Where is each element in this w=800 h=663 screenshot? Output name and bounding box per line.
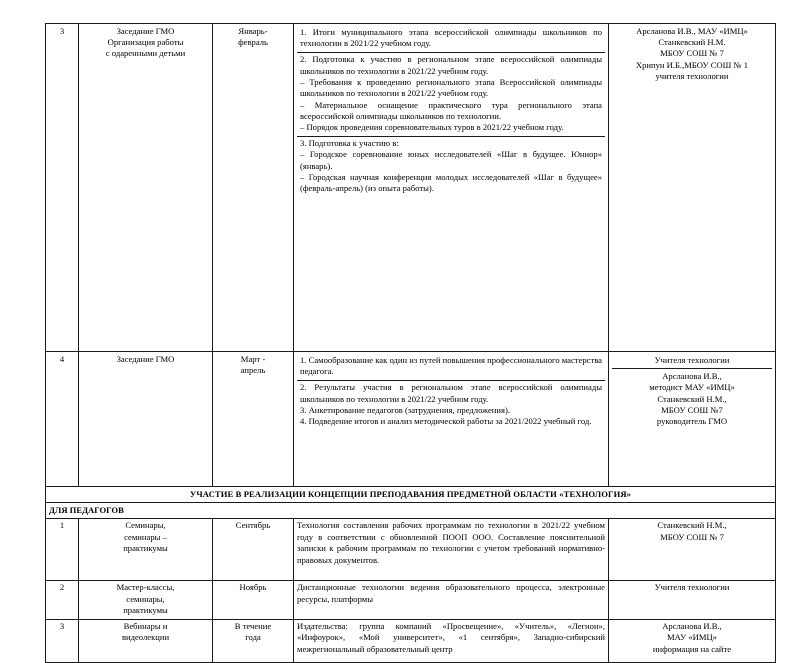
row-form-cell [79, 518, 213, 580]
responsible-blocks [612, 354, 772, 473]
row-number-cell [46, 24, 79, 352]
table-row [46, 619, 776, 662]
row-number-cell [46, 580, 79, 619]
section-subheading: ДЛЯ ПЕДАГОГОВ [46, 503, 776, 519]
row-date-cell [213, 619, 294, 662]
form-line: Заседание ГМО [116, 353, 175, 364]
form-line: семинары – [124, 531, 167, 542]
section-banner: УЧАСТИЕ В РЕАЛИЗАЦИИ КОНЦЕПЦИИ ПРЕПОДАВАНИЯ ПРЕДМЕТНОЙ ОБЛАСТИ «ТЕХНОЛОГИЯ» [46, 487, 776, 503]
content-line: 3. Анкетирование педагогов (затруднения, предложения). [300, 404, 510, 415]
content-line: 3. Подготовка к участию в: [300, 138, 399, 149]
row-form-cell [79, 352, 213, 487]
date-line: Январь- [238, 25, 268, 36]
table-row [46, 24, 776, 352]
row-content-cell [294, 580, 609, 619]
row-number-cell [46, 518, 79, 580]
row-number-cell [46, 352, 79, 487]
row-responsible-cell [609, 619, 776, 662]
row-responsible-cell [609, 580, 776, 619]
content-line: Технология составления рабочих программам по технологии в 2021/22 учебном году в соответствии с обновленной ПООП ООО. Составление пояснительной записки к рабочим программам по технологии с учетом требований нормативно-правовых документов. [297, 520, 605, 565]
responsible-line: Хрипун И.Б.,МБОУ СОШ № 1 [635, 59, 749, 70]
row-number: 2 [59, 582, 65, 593]
responsible-line: Учителя технологии [654, 582, 730, 593]
row-date-cell [213, 24, 294, 352]
content-line: – Материальное оснащение практического тура регионального этапа всероссийской олимпиады школьников по технологии. [300, 99, 602, 121]
content-line: Издательства: группа компаний «Просвещение», «Учитель», «Легион», «Инфоурок», «Мой университет», «1 сентября», Западно-сибирский межрегиональный образовательный центр [297, 621, 605, 654]
content-block [297, 380, 605, 484]
section-banner-row [46, 487, 776, 503]
responsible-block [612, 369, 772, 473]
responsible-line: Станкевский Н.М., [657, 393, 727, 404]
content-block [297, 52, 605, 136]
content-block-body [297, 26, 605, 53]
row-responsible-cell [609, 352, 776, 487]
row-number-cell [46, 619, 79, 662]
responsible-line: Арсланова И.В., МАУ «ИМЦ» [636, 25, 748, 36]
responsible-line: Станкевский Н.М., [657, 520, 727, 531]
row-number: 4 [59, 353, 65, 364]
responsible-line: Учителя технологии [654, 355, 730, 366]
content-block-body [297, 354, 605, 381]
row-content-cell [294, 619, 609, 662]
row-content-cell [294, 518, 609, 580]
form-line: практикумы [123, 543, 168, 554]
date-line: В течение [234, 621, 272, 631]
row-form-cell [79, 24, 213, 352]
form-line: Заседание ГМО [116, 25, 175, 36]
responsible-line: МБОУ СОШ № 7 [660, 48, 724, 59]
responsible-line: Арсланова И.В., [662, 370, 722, 381]
content-block-body [297, 136, 605, 349]
content-line: – Городская научная конференция молодых исследователей «Шаг в будущее» (февраль-апрель) (из опыта работы). [300, 172, 602, 194]
responsible-line: Арсланова И.В., [662, 621, 722, 631]
row-content-cell [294, 24, 609, 352]
content-block-body [297, 380, 605, 484]
content-blocks [297, 354, 605, 485]
date-line: февраль [238, 36, 268, 47]
content-block [297, 136, 605, 349]
row-number: 3 [59, 621, 65, 631]
content-line: – Требования к проведению регионального этапа Всероссийской олимпиады школьников по технологии в 2021/22 учебном году. [300, 76, 602, 99]
methodical-plan-table [45, 23, 776, 663]
responsible-line: МБОУ СОШ №7 [661, 404, 723, 415]
date-line: Ноябрь [239, 582, 267, 593]
content-line: – Порядок проведения соревновательных туров в 2021/22 учебном году. [300, 122, 564, 133]
content-line: 2. Результаты участия в региональном этапе всероссийской олимпиады школьников по технологии в 2021/22 учебном году. [300, 382, 602, 404]
table-row [46, 518, 776, 580]
responsible-block-body [612, 369, 772, 473]
row-responsible-cell [609, 24, 776, 352]
date-line: апрель [240, 364, 266, 375]
row-content-cell [294, 352, 609, 487]
date-line: Март - [240, 353, 266, 364]
form-line: Организация работы [107, 36, 184, 47]
row-date-cell [213, 518, 294, 580]
content-line: Дистанционные технологии ведения образовательного процесса, электронные ресурсы, платформы [297, 582, 605, 604]
date-line: Сентябрь [235, 520, 271, 531]
responsible-block-body [612, 354, 772, 369]
content-block [297, 354, 605, 381]
content-line: 1. Итоги муниципального этапа всероссийской олимпиады школьников по технологии в 2021/22 учебном году. [300, 27, 602, 49]
responsible-line: информация на сайте [652, 643, 732, 654]
form-line: с одаренными детьми [105, 48, 186, 59]
responsible-line: учителя технологии [655, 70, 729, 81]
content-line: 1. Самообразование как один из путей повышения профессионального мастерства педагога. [300, 355, 602, 377]
content-block-body [297, 52, 605, 136]
responsible-line: руководитель ГМО [656, 416, 728, 427]
content-line: 2. Подготовка к участию в региональном этапе всероссийской олимпиады школьников по технологии в 2021/22 учебном году. [300, 54, 602, 76]
section-subheading-row [46, 503, 776, 519]
responsible-line: МБОУ СОШ № 7 [660, 531, 724, 542]
responsible-block [612, 354, 772, 369]
form-line: видеолекции [121, 632, 170, 643]
form-line: Семинары, [125, 520, 166, 531]
row-responsible-cell [609, 518, 776, 580]
table-row [46, 352, 776, 487]
form-line: Мастер-классы, [116, 582, 175, 593]
row-form-cell [79, 580, 213, 619]
form-line: практикумы [123, 605, 168, 616]
row-date-cell [213, 352, 294, 487]
content-line: 4. Подведение итогов и анализ методической работы за 2021/2022 учебный год. [300, 416, 592, 427]
responsible-line: методист МАУ «ИМЦ» [649, 382, 735, 393]
content-line: – Городское соревнование юных исследователей «Шаг в будущее. Юниор» (январь). [300, 149, 602, 171]
form-line: семинары, [126, 593, 165, 604]
table-row [46, 580, 776, 619]
responsible-line: Станкевский Н.М. [658, 36, 726, 47]
date-line: года [245, 632, 261, 643]
form-line: Вебинары и [123, 621, 168, 631]
row-number: 1 [59, 520, 65, 531]
content-block [297, 26, 605, 53]
row-form-cell [79, 619, 213, 662]
responsible-line: МАУ «ИМЦ» [667, 632, 717, 643]
content-blocks [297, 26, 605, 350]
row-number: 3 [59, 25, 65, 36]
row-date-cell [213, 580, 294, 619]
